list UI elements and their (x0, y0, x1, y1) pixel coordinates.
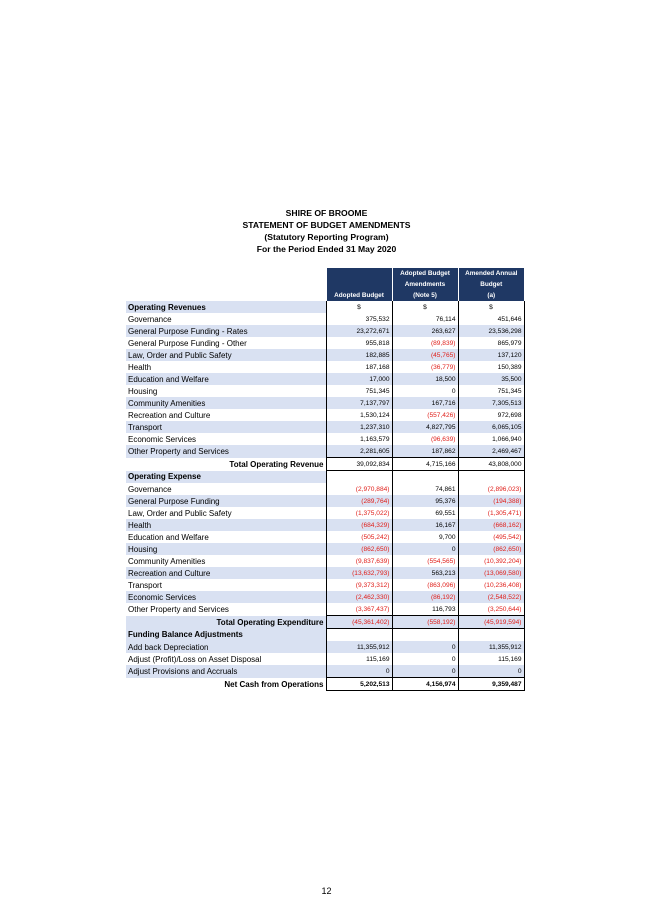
amendment-value: 167,716 (392, 397, 458, 409)
table-row (126, 653, 524, 665)
row-label: General Purpose Funding (126, 495, 326, 507)
header-amended-budget: Amended Annual Budget (a) (458, 268, 524, 301)
row-label: Transport (128, 580, 162, 590)
statement-title-block (0, 207, 653, 255)
amended-budget-value: 865,979 (458, 337, 524, 349)
amended-budget-value: 0 (458, 665, 524, 678)
row-label: Total Operating Expenditure (126, 616, 326, 629)
amended-budget-value: 6,065,105 (458, 421, 524, 433)
amended-budget-value: 751,345 (458, 385, 524, 397)
adopted-budget-value: 115,169 (326, 653, 392, 665)
amended-budget-value: (13,069,580) (458, 567, 524, 579)
amended-budget-value: (194,388) (458, 495, 524, 507)
amended-budget-value: 150,389 (458, 361, 524, 373)
statement-title: STATEMENT OF BUDGET AMENDMENTS (242, 220, 411, 230)
row-label: Other Property and Services (126, 445, 326, 458)
empty-cell (326, 629, 392, 642)
org-name: SHIRE OF BROOME (285, 208, 368, 218)
header-adopted-budget: Adopted Budget (326, 268, 392, 301)
amendment-value: 4,156,974 (392, 678, 458, 691)
header-budget-amendments: Adopted Budget Amendments (Note 5) (392, 268, 458, 301)
amendment-value: (558,192) (392, 616, 458, 629)
amended-budget-value: (668,162) (458, 519, 524, 531)
empty-cell (458, 629, 524, 642)
amendment-value: 0 (392, 665, 458, 678)
table-row (126, 603, 524, 616)
header-blank (126, 268, 326, 301)
table-row (126, 519, 524, 531)
table-row (126, 567, 524, 579)
row-label: Community Amenities (128, 556, 206, 566)
table-row (126, 325, 524, 337)
adopted-budget-value: (9,373,312) (326, 579, 392, 591)
row-label: General Purpose Funding - Other (128, 338, 247, 348)
table-row (126, 349, 524, 361)
budget-amendments-table (126, 268, 525, 691)
adopted-budget-value: 751,345 (326, 385, 392, 397)
empty-cell (392, 471, 458, 484)
amendment-value: 4,827,795 (392, 421, 458, 433)
adopted-budget-value: 955,818 (326, 337, 392, 349)
table-row (126, 313, 524, 325)
amendment-value: 95,376 (392, 495, 458, 507)
adopted-budget-value: (2,970,884) (326, 483, 392, 495)
statement-subtitle: (Statutory Reporting Program) (264, 232, 389, 242)
row-label: Economic Services (126, 591, 326, 603)
amended-budget-value: (10,236,408) (458, 579, 524, 591)
row-label: Recreation and Culture (126, 567, 326, 579)
table-row (126, 531, 524, 543)
adopted-budget-value: (3,367,437) (326, 603, 392, 616)
amended-budget-value: 1,066,940 (458, 433, 524, 445)
adopted-budget-value: 0 (326, 665, 392, 678)
table-row (126, 445, 524, 458)
section-label: Funding Balance Adjustments (126, 629, 326, 642)
row-label: Add back Depreciation (126, 641, 326, 653)
adopted-budget-value: 1,530,124 (326, 409, 392, 421)
adopted-budget-value: (13,632,793) (326, 567, 392, 579)
row-label: Education and Welfare (126, 373, 326, 385)
row-label: Housing (126, 543, 326, 555)
table-row (126, 397, 524, 409)
table-row (126, 579, 524, 591)
row-label: Health (128, 362, 152, 372)
row-label: Governance (128, 484, 172, 494)
row-label: Economic Services (128, 434, 197, 444)
row-label: Adjust Provisions and Accruals (126, 665, 326, 678)
amended-budget-value: (2,548,522) (458, 591, 524, 603)
page-number: 12 (321, 886, 332, 896)
row-label: Total Operating Revenue (229, 459, 324, 469)
adopted-budget-value: (45,361,402) (326, 616, 392, 629)
row-label: General Purpose Funding - Rates (126, 325, 326, 337)
amendment-value: 0 (392, 641, 458, 653)
table-row (126, 507, 524, 519)
currency-symbol: $ (326, 301, 392, 313)
amendment-value: (554,565) (392, 555, 458, 567)
amended-budget-value: 35,500 (458, 373, 524, 385)
adopted-budget-value: (289,764) (326, 495, 392, 507)
amended-budget-value: (2,896,023) (458, 483, 524, 495)
row-label: Housing (128, 386, 158, 396)
amendment-value: 76,114 (392, 313, 458, 325)
amended-budget-value: 7,305,513 (458, 397, 524, 409)
table-row (126, 421, 524, 433)
table-row (126, 641, 524, 653)
table-row (126, 665, 524, 678)
section-funding-adjustments (126, 629, 524, 642)
row-label: Community Amenities (126, 397, 326, 409)
section-label: Operating Revenues (126, 301, 326, 313)
table-row (126, 483, 524, 495)
adopted-budget-value: (505,242) (326, 531, 392, 543)
row-label: Recreation and Culture (128, 410, 211, 420)
table-row (126, 543, 524, 555)
adopted-budget-value: 375,532 (326, 313, 392, 325)
amendment-value: 0 (392, 385, 458, 397)
amendment-value: 18,500 (392, 373, 458, 385)
row-label: Governance (128, 314, 172, 324)
amended-budget-value: 137,120 (458, 349, 524, 361)
section-operating-revenues (126, 301, 524, 313)
amendment-value: 69,551 (392, 507, 458, 519)
row-label: Other Property and Services (128, 604, 229, 614)
table-row (126, 591, 524, 603)
amendment-value: (863,096) (392, 579, 458, 591)
amended-budget-value: 2,469,467 (458, 445, 524, 458)
adopted-budget-value: 23,272,671 (326, 325, 392, 337)
row-label: Law, Order and Public Safety (128, 508, 232, 518)
row-label: Transport (126, 421, 326, 433)
adopted-budget-value: 187,168 (326, 361, 392, 373)
section-operating-expense (126, 471, 524, 484)
amendment-value: 563,213 (392, 567, 458, 579)
currency-symbol: $ (458, 301, 524, 313)
table-row (126, 409, 524, 421)
currency-symbol: $ (392, 301, 458, 313)
adopted-budget-value: (862,650) (326, 543, 392, 555)
empty-cell (458, 471, 524, 484)
amended-budget-value: (495,542) (458, 531, 524, 543)
amendment-value: 4,715,166 (392, 458, 458, 471)
adopted-budget-value: (684,329) (326, 519, 392, 531)
amended-budget-value: (862,650) (458, 543, 524, 555)
amended-budget-value: 115,169 (458, 653, 524, 665)
amended-budget-value: 23,536,298 (458, 325, 524, 337)
net-cash-from-operations-row (126, 678, 524, 691)
amendment-value: 0 (392, 653, 458, 665)
amended-budget-value: (3,250,644) (458, 603, 524, 616)
row-label: Health (126, 519, 326, 531)
table-body (126, 301, 524, 691)
section-label: Operating Expense (126, 471, 326, 484)
table-row (126, 555, 524, 567)
total-operating-revenue-row (126, 458, 524, 471)
adopted-budget-value: 17,000 (326, 373, 392, 385)
table-row (126, 373, 524, 385)
amended-budget-value: 11,355,912 (458, 641, 524, 653)
amendment-value: 74,861 (392, 483, 458, 495)
amended-budget-value: 972,698 (458, 409, 524, 421)
amended-budget-value: (10,392,204) (458, 555, 524, 567)
row-label: Adjust (Profit)/Loss on Asset Disposal (128, 654, 262, 664)
amendment-value: 116,793 (392, 603, 458, 616)
amended-budget-value: 43,808,000 (458, 458, 524, 471)
adopted-budget-value: (2,462,330) (326, 591, 392, 603)
adopted-budget-value: 5,202,513 (326, 678, 392, 691)
amendment-value: 187,862 (392, 445, 458, 458)
amended-budget-value: (45,919,594) (458, 616, 524, 629)
row-label: Net Cash from Operations (224, 679, 324, 689)
empty-cell (326, 471, 392, 484)
empty-cell (392, 629, 458, 642)
adopted-budget-value: 1,163,579 (326, 433, 392, 445)
amendment-value: (45,765) (392, 349, 458, 361)
table-row (126, 361, 524, 373)
amendment-value: 9,700 (392, 531, 458, 543)
adopted-budget-value: 1,237,310 (326, 421, 392, 433)
amendment-value: 0 (392, 543, 458, 555)
adopted-budget-value: 2,281,605 (326, 445, 392, 458)
amendment-value: 16,167 (392, 519, 458, 531)
amended-budget-value: 451,646 (458, 313, 524, 325)
total-operating-expenditure-row (126, 616, 524, 629)
amendment-value: (86,192) (392, 591, 458, 603)
amendment-value: (89,839) (392, 337, 458, 349)
adopted-budget-value: 11,355,912 (326, 641, 392, 653)
table-row (126, 433, 524, 445)
amended-budget-value: (1,305,471) (458, 507, 524, 519)
amended-budget-value: 9,359,487 (458, 678, 524, 691)
amendment-value: (96,639) (392, 433, 458, 445)
amendment-value: (557,426) (392, 409, 458, 421)
row-label: Law, Order and Public Safety (126, 349, 326, 361)
table-row (126, 337, 524, 349)
row-label: Education and Welfare (128, 532, 209, 542)
adopted-budget-value: 39,092,834 (326, 458, 392, 471)
amendment-value: 263,627 (392, 325, 458, 337)
table-row (126, 495, 524, 507)
adopted-budget-value: (1,375,022) (326, 507, 392, 519)
statement-period: For the Period Ended 31 May 2020 (256, 244, 397, 254)
table-row (126, 385, 524, 397)
adopted-budget-value: 182,885 (326, 349, 392, 361)
adopted-budget-value: 7,137,797 (326, 397, 392, 409)
adopted-budget-value: (9,837,639) (326, 555, 392, 567)
amendment-value: (36,779) (392, 361, 458, 373)
